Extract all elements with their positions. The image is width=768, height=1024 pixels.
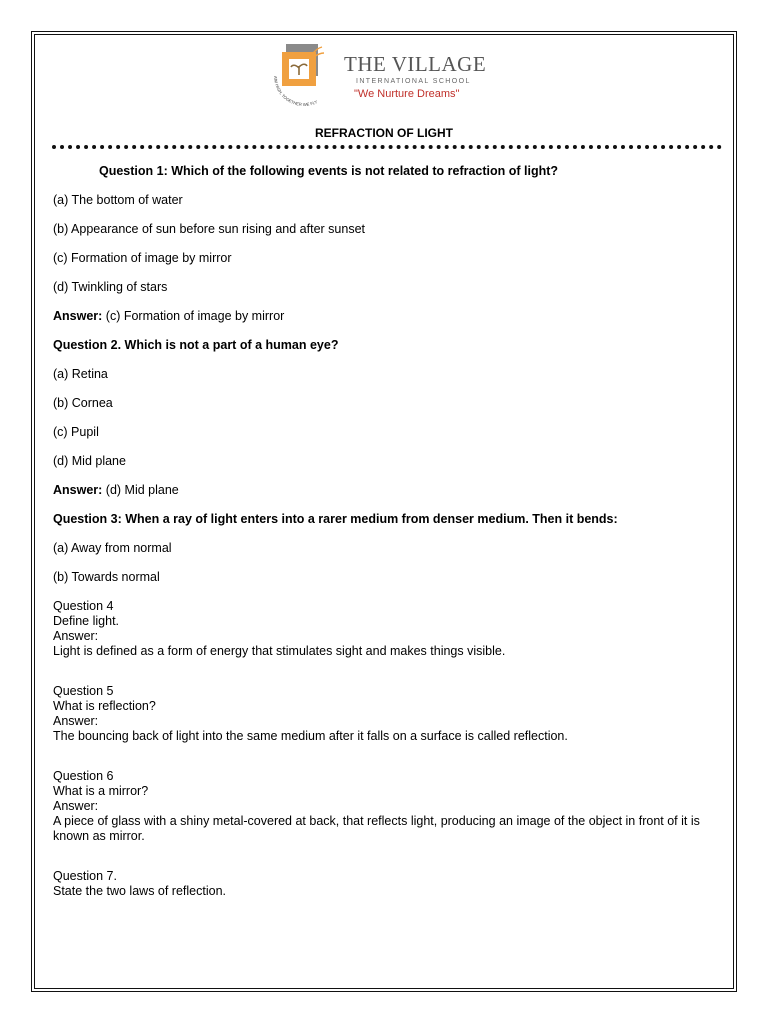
- question-3: Question 3: When a ray of light enters into a rarer medium from denser medium. Then it bends:: [53, 512, 618, 526]
- question-6-label: Question 6: [53, 769, 114, 783]
- question-2: Question 2. Which is not a part of a human eye?: [53, 338, 339, 352]
- q5-answer-label: Answer:: [53, 714, 99, 728]
- q5-answer: The bouncing back of light into the same medium after it falls on a surface is called reflection.: [53, 729, 568, 743]
- school-name: THE VILLAGE: [344, 52, 487, 76]
- q2-answer: [53, 483, 723, 498]
- q1-option-b: (b) Appearance of sun before sun rising and after sunset: [53, 222, 365, 236]
- q3-option-b: (b) Towards normal: [53, 570, 160, 584]
- q4-answer: Light is defined as a form of energy that stimulates sight and makes things visible.: [53, 644, 506, 658]
- question-4-label: Question 4: [53, 599, 114, 613]
- question-4: Define light.: [53, 614, 120, 628]
- logo-motto: AIM HIGH, TOGETHER WE FLY: [272, 75, 319, 108]
- answer-text: (c) Formation of image by mirror: [102, 309, 285, 323]
- question-7-label: Question 7.: [53, 869, 117, 883]
- answer-label: Answer:: [53, 483, 103, 497]
- dotted-divider: [52, 145, 722, 149]
- q1-option-c: (c) Formation of image by mirror: [53, 251, 232, 265]
- q1-option-d: (d) Twinkling of stars: [53, 280, 168, 294]
- document-title: REFRACTION OF LIGHT: [315, 126, 453, 140]
- question-5-label: Question 5: [53, 684, 114, 698]
- question-6: What is a mirror?: [53, 784, 149, 798]
- answer-text: (d) Mid plane: [102, 483, 179, 497]
- q6-answer: A piece of glass with a shiny metal-covered at back, that reflects light, producing an image of the object in front of it is known as mirror.: [53, 814, 700, 843]
- q1-answer: [53, 309, 723, 324]
- question-7: State the two laws of reflection.: [53, 884, 227, 898]
- q3-option-a: (a) Away from normal: [53, 541, 172, 555]
- q4-answer-label: Answer:: [53, 629, 99, 643]
- question-1: Question 1: Which of the following events is not related to refraction of light?: [99, 164, 559, 178]
- q2-option-c: (c) Pupil: [53, 425, 99, 439]
- question-5: What is reflection?: [53, 699, 156, 713]
- q2-option-a: (a) Retina: [53, 367, 108, 381]
- school-subtitle: INTERNATIONAL SCHOOL: [356, 78, 471, 85]
- document-body: [53, 164, 723, 899]
- q1-option-a: (a) The bottom of water: [53, 193, 183, 207]
- q6-answer-label: Answer:: [53, 799, 99, 813]
- school-tagline: "We Nurture Dreams": [354, 88, 460, 100]
- school-logo: [268, 42, 508, 108]
- q2-option-d: (d) Mid plane: [53, 454, 126, 468]
- answer-label: Answer:: [53, 309, 103, 323]
- q2-option-b: (b) Cornea: [53, 396, 113, 410]
- logo-emblem-icon: [268, 42, 348, 108]
